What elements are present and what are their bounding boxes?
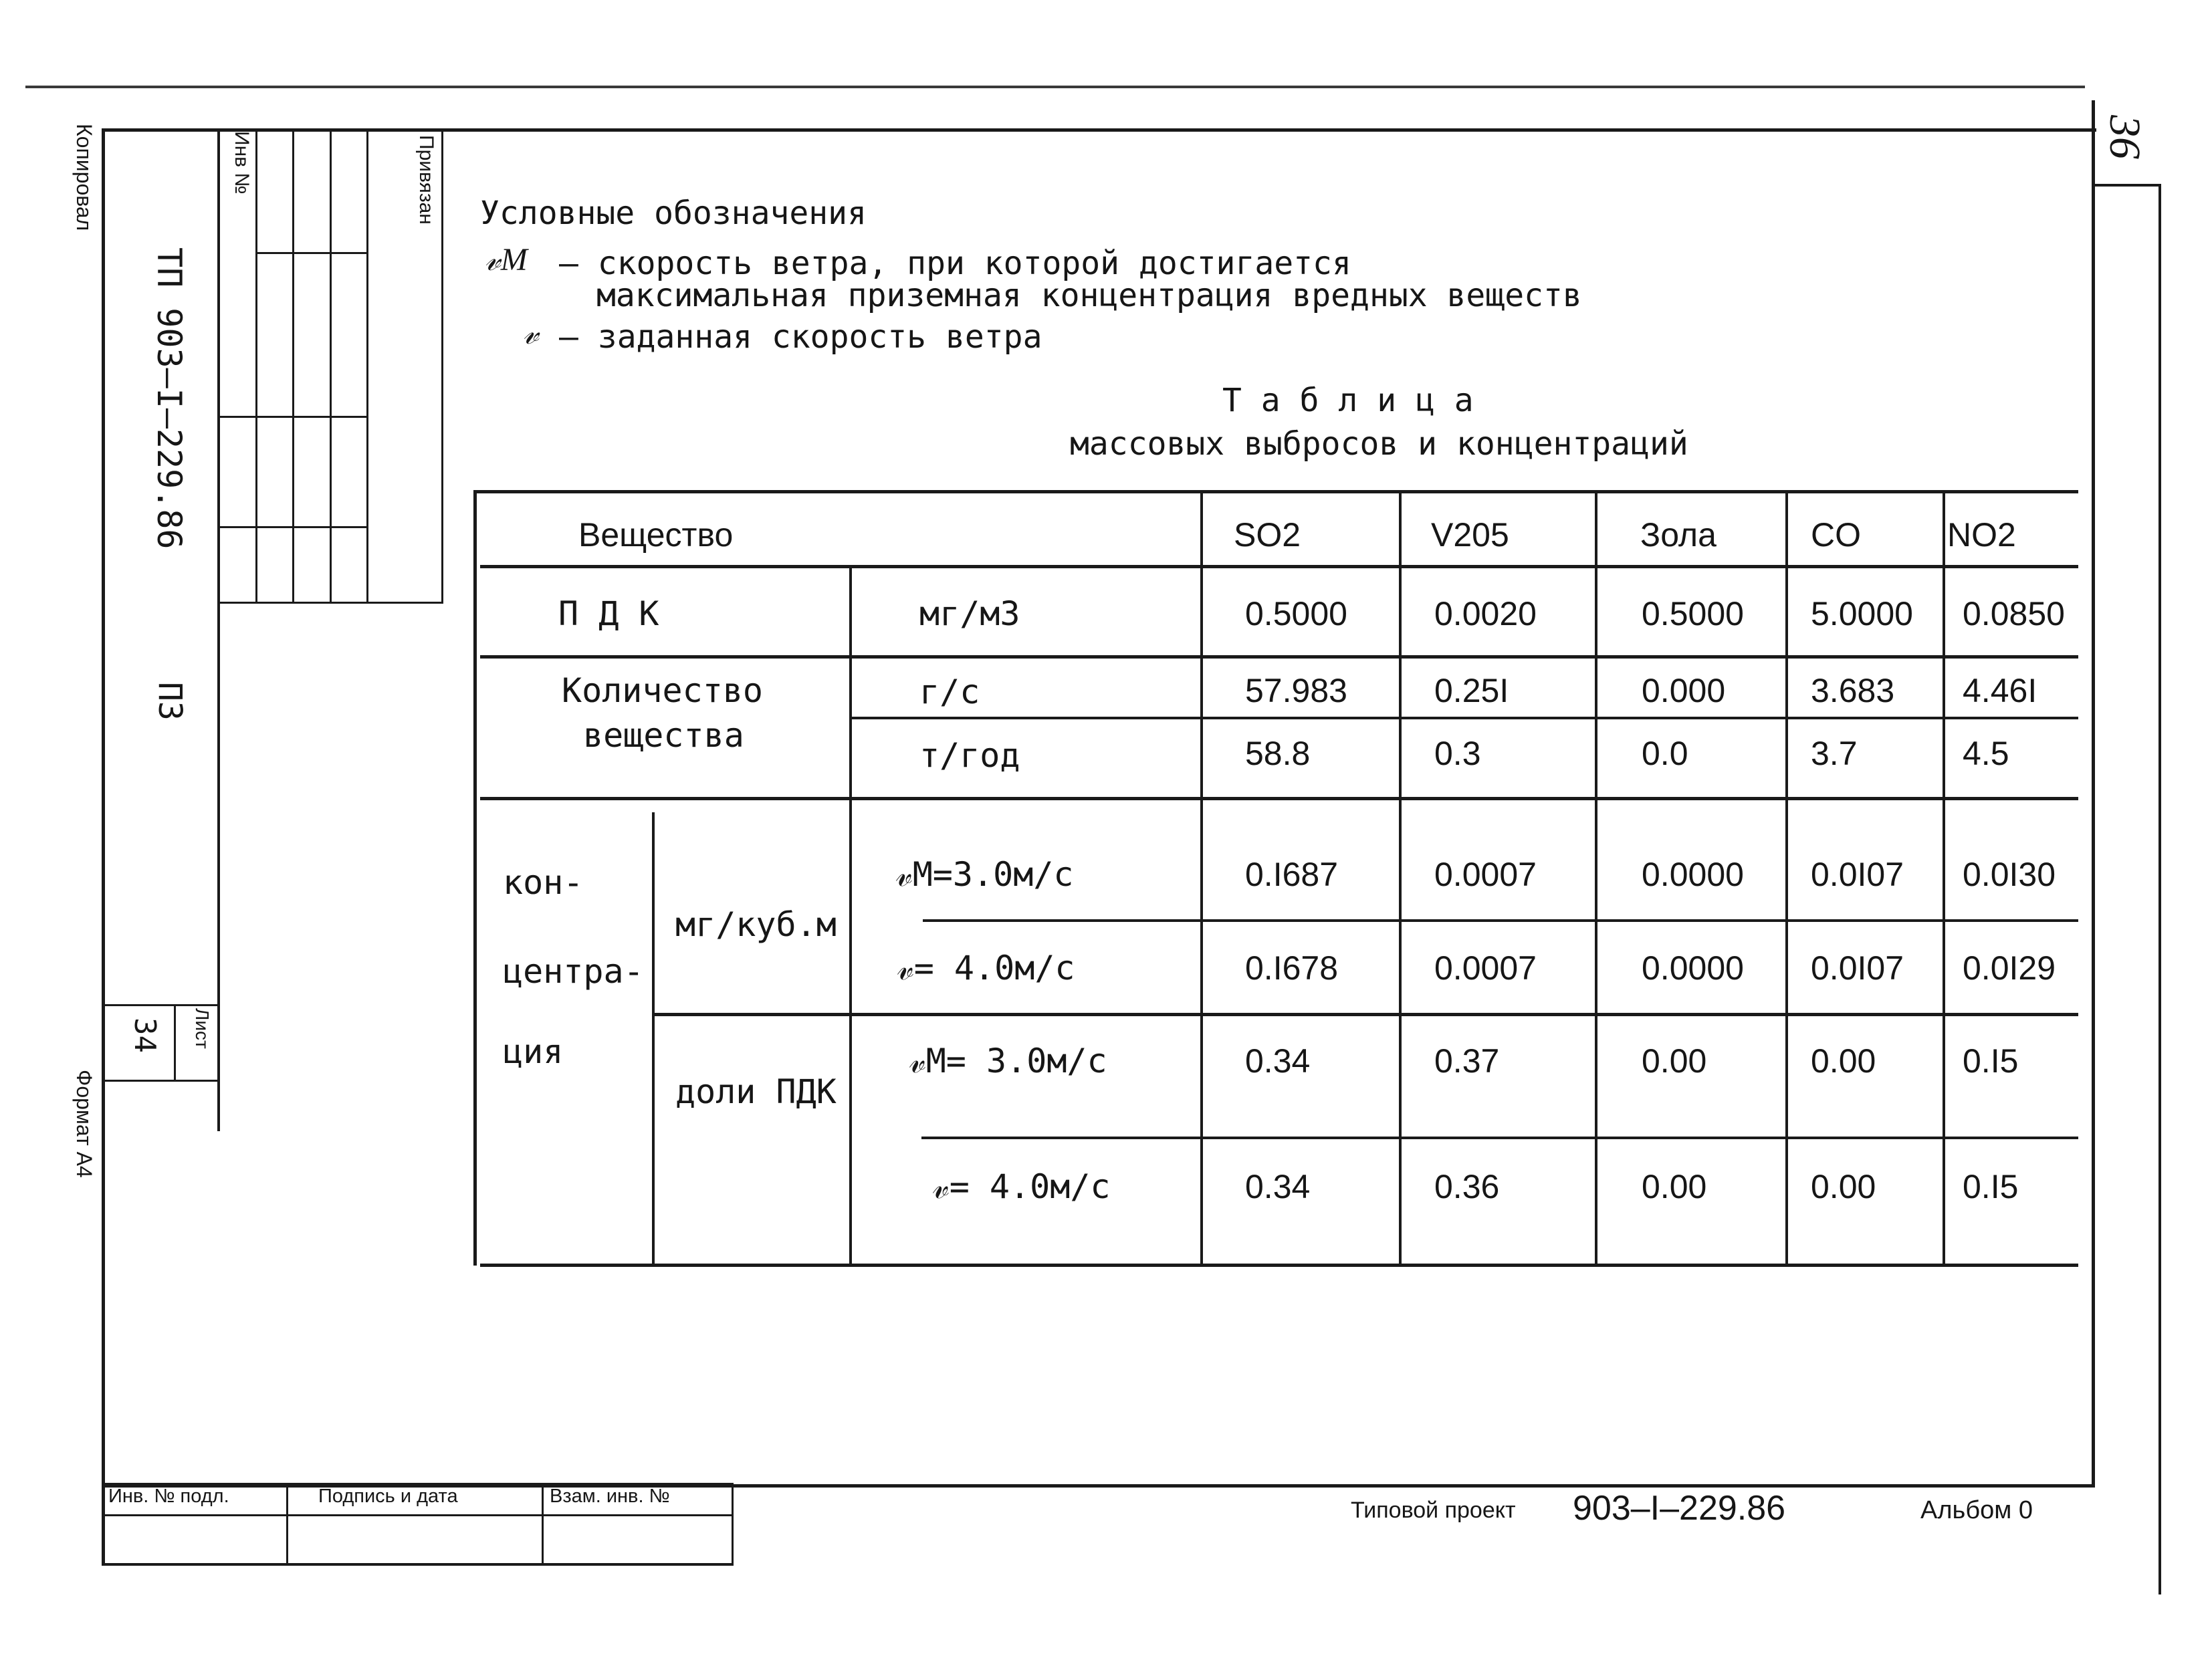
table-col-unit — [849, 567, 852, 1266]
conc-mg-vm-co: 0.0I07 — [1811, 856, 1904, 893]
amount-ty-co: 3.7 — [1811, 735, 1858, 772]
header-col-v205: V205 — [1431, 516, 1509, 554]
table-rule-bottom — [480, 1264, 2078, 1267]
footer-stamp-v3 — [732, 1483, 734, 1566]
stamp-grid-h2 — [217, 416, 368, 418]
amount-gs-so2: 57.983 — [1245, 672, 1347, 709]
header-col-so2: SO2 — [1234, 516, 1301, 554]
footer-project-label: Типовой проект — [1351, 1498, 1516, 1523]
conc-cond-vm3-share: 𝓋М= 3.0м/с — [909, 1042, 1107, 1080]
format-label: Формат А4 — [72, 1070, 96, 1178]
table-rule-amount-mid — [851, 717, 2078, 719]
conc-share-v-v205: 0.36 — [1434, 1168, 1500, 1205]
table-rule-amount — [480, 797, 2078, 800]
pdk-unit: мг/м3 — [919, 594, 1020, 633]
table-rule-conc-mid1 — [923, 919, 2078, 922]
conc-share-vm-no2: 0.I5 — [1963, 1042, 2019, 1080]
stamp-bound-label: Привязан — [415, 135, 437, 225]
table-col-conc-label — [652, 812, 655, 1266]
footer-project-code: 903–I–229.86 — [1573, 1489, 1786, 1528]
stamp-grid-h1 — [255, 252, 368, 254]
conc-label-line3: ция — [503, 1032, 564, 1071]
conc-unit-mg: мг/куб.м — [675, 905, 837, 944]
sheet-box-top — [104, 1004, 219, 1006]
header-col-no2: NO2 — [1947, 516, 2016, 554]
conc-mg-vm-ash: 0.0000 — [1642, 856, 1744, 893]
header-col-co: CO — [1811, 516, 1861, 554]
table-rule-header — [480, 565, 2078, 568]
footer-vzam-inv: Взам. инв. № — [550, 1486, 670, 1507]
amount-unit-ty: т/год — [919, 736, 1020, 775]
conc-share-vm-co: 0.00 — [1811, 1042, 1876, 1080]
amount-ty-so2: 58.8 — [1245, 735, 1311, 772]
page-number-box-left — [2092, 100, 2095, 187]
amount-gs-ash: 0.000 — [1642, 672, 1726, 709]
conc-share-v-ash: 0.00 — [1642, 1168, 1707, 1205]
stamp-grid-v4 — [366, 128, 368, 603]
frame-left — [102, 128, 105, 1566]
amount-ty-ash: 0.0 — [1642, 735, 1688, 772]
stamp-grid-v3 — [330, 128, 332, 603]
legend-item1-line1: – скорость ветра, при которой достигается — [559, 245, 1351, 282]
page-number: 36 — [2100, 115, 2149, 159]
table-col-1 — [1200, 491, 1203, 1266]
pdk-value-ash: 0.5000 — [1642, 595, 1744, 632]
table-col-3 — [1595, 491, 1597, 1266]
table-rule-conc-group — [652, 1013, 2078, 1016]
table-col-5 — [1943, 491, 1945, 1266]
conc-cond-v4-share: 𝓋= 4.0м/с — [933, 1167, 1111, 1206]
conc-mg-v-v205: 0.0007 — [1434, 949, 1537, 987]
header-col-ash: Зола — [1640, 516, 1717, 554]
stamp-grid-h4 — [217, 602, 443, 604]
amount-unit-gs: г/с — [919, 673, 980, 711]
amount-gs-no2: 4.46I — [1963, 672, 2037, 709]
table-rule-pdk — [480, 655, 2078, 659]
amount-ty-no2: 4.5 — [1963, 735, 2009, 772]
legend-item2-symbol: 𝓋 — [523, 316, 539, 351]
frame-right — [2092, 102, 2095, 1487]
conc-share-v-no2: 0.I5 — [1963, 1168, 2019, 1205]
table-rule-conc-mid2 — [921, 1137, 2078, 1139]
conc-mg-vm-v205: 0.0007 — [1434, 856, 1537, 893]
stamp-grid-v2 — [292, 128, 294, 603]
outer-right-edge — [2159, 184, 2161, 1594]
conc-mg-vm-so2: 0.I687 — [1245, 856, 1339, 893]
stamp-grid-v1 — [255, 128, 257, 603]
table-rule-top — [473, 490, 2078, 493]
amount-gs-v205: 0.25I — [1434, 672, 1509, 709]
footer-signature-date: Подпись и дата — [318, 1486, 458, 1507]
legend-item2-text: – заданная скорость ветра — [559, 318, 1042, 356]
conc-share-vm-v205: 0.37 — [1434, 1042, 1500, 1080]
conc-cond-vm3: 𝓋М=3.0м/с — [896, 855, 1074, 894]
pdk-value-co: 5.0000 — [1811, 595, 1913, 632]
footer-stamp-v1 — [286, 1483, 288, 1566]
amount-label-line1: Количество — [562, 671, 764, 710]
pdk-value-no2: 0.0850 — [1963, 595, 2065, 632]
conc-share-vm-so2: 0.34 — [1245, 1042, 1311, 1080]
conc-share-v-co: 0.00 — [1811, 1168, 1876, 1205]
conc-label-line2: центра- — [503, 952, 644, 991]
conc-mg-v-so2: 0.I678 — [1245, 949, 1339, 987]
conc-mg-vm-no2: 0.0I30 — [1963, 856, 2056, 893]
header-substance-label: Вещество — [578, 516, 734, 554]
doc-code: ТП 903–I–229.86 — [150, 247, 189, 550]
table-subtitle: массовых выбросов и концентраций — [1070, 425, 1688, 463]
legend-item1-symbol: 𝓋М — [485, 242, 528, 277]
top-rule — [25, 86, 2085, 88]
table-col-2 — [1399, 491, 1402, 1266]
table-title: Т а б л и ц а — [1222, 382, 1474, 419]
conc-mg-v-co: 0.0I07 — [1811, 949, 1904, 987]
footer-stamp-bottom — [102, 1563, 734, 1566]
legend-item1-line2: максимальная приземная концентрация вредных веществ — [596, 277, 1582, 314]
amount-gs-co: 3.683 — [1811, 672, 1895, 709]
footer-album-label: Альбом 0 — [1920, 1496, 2033, 1524]
amount-label-line2: вещества — [583, 716, 744, 755]
sheet-box-divider — [174, 1004, 176, 1081]
conc-cond-v4: 𝓋= 4.0м/с — [897, 949, 1075, 987]
footer-stamp-mid — [102, 1514, 734, 1516]
amount-ty-v205: 0.3 — [1434, 735, 1481, 772]
pdk-value-v205: 0.0020 — [1434, 595, 1537, 632]
legend-title: Условные обозначения — [480, 195, 867, 232]
stamp-grid-h3 — [217, 526, 368, 528]
copied-label: Копировал — [72, 124, 96, 231]
stamp-inv-label: Инв № — [231, 131, 253, 195]
footer-inv-podl: Инв. № подл. — [108, 1486, 229, 1507]
sheet-label: Лист — [192, 1008, 213, 1049]
stamp-grid-v5 — [441, 128, 443, 603]
table-col-left — [473, 491, 477, 1266]
conc-share-vm-ash: 0.00 — [1642, 1042, 1707, 1080]
stamp-col-right — [217, 128, 220, 1131]
page-number-box-bottom — [2092, 184, 2161, 187]
conc-share-v-so2: 0.34 — [1245, 1168, 1311, 1205]
table-col-4 — [1785, 491, 1788, 1266]
section-code: ПЗ — [151, 682, 189, 721]
conc-unit-pdk-share: доли ПДК — [675, 1072, 837, 1111]
sheet-number: 34 — [128, 1018, 162, 1053]
conc-mg-v-ash: 0.0000 — [1642, 949, 1744, 987]
conc-mg-v-no2: 0.0I29 — [1963, 949, 2056, 987]
sheet-box-bottom — [104, 1080, 219, 1082]
conc-label-line1: кон- — [503, 863, 584, 902]
frame-top — [104, 128, 2096, 132]
footer-stamp-v2 — [542, 1483, 544, 1566]
pdk-label: П Д К — [558, 594, 659, 633]
pdk-value-so2: 0.5000 — [1245, 595, 1347, 632]
